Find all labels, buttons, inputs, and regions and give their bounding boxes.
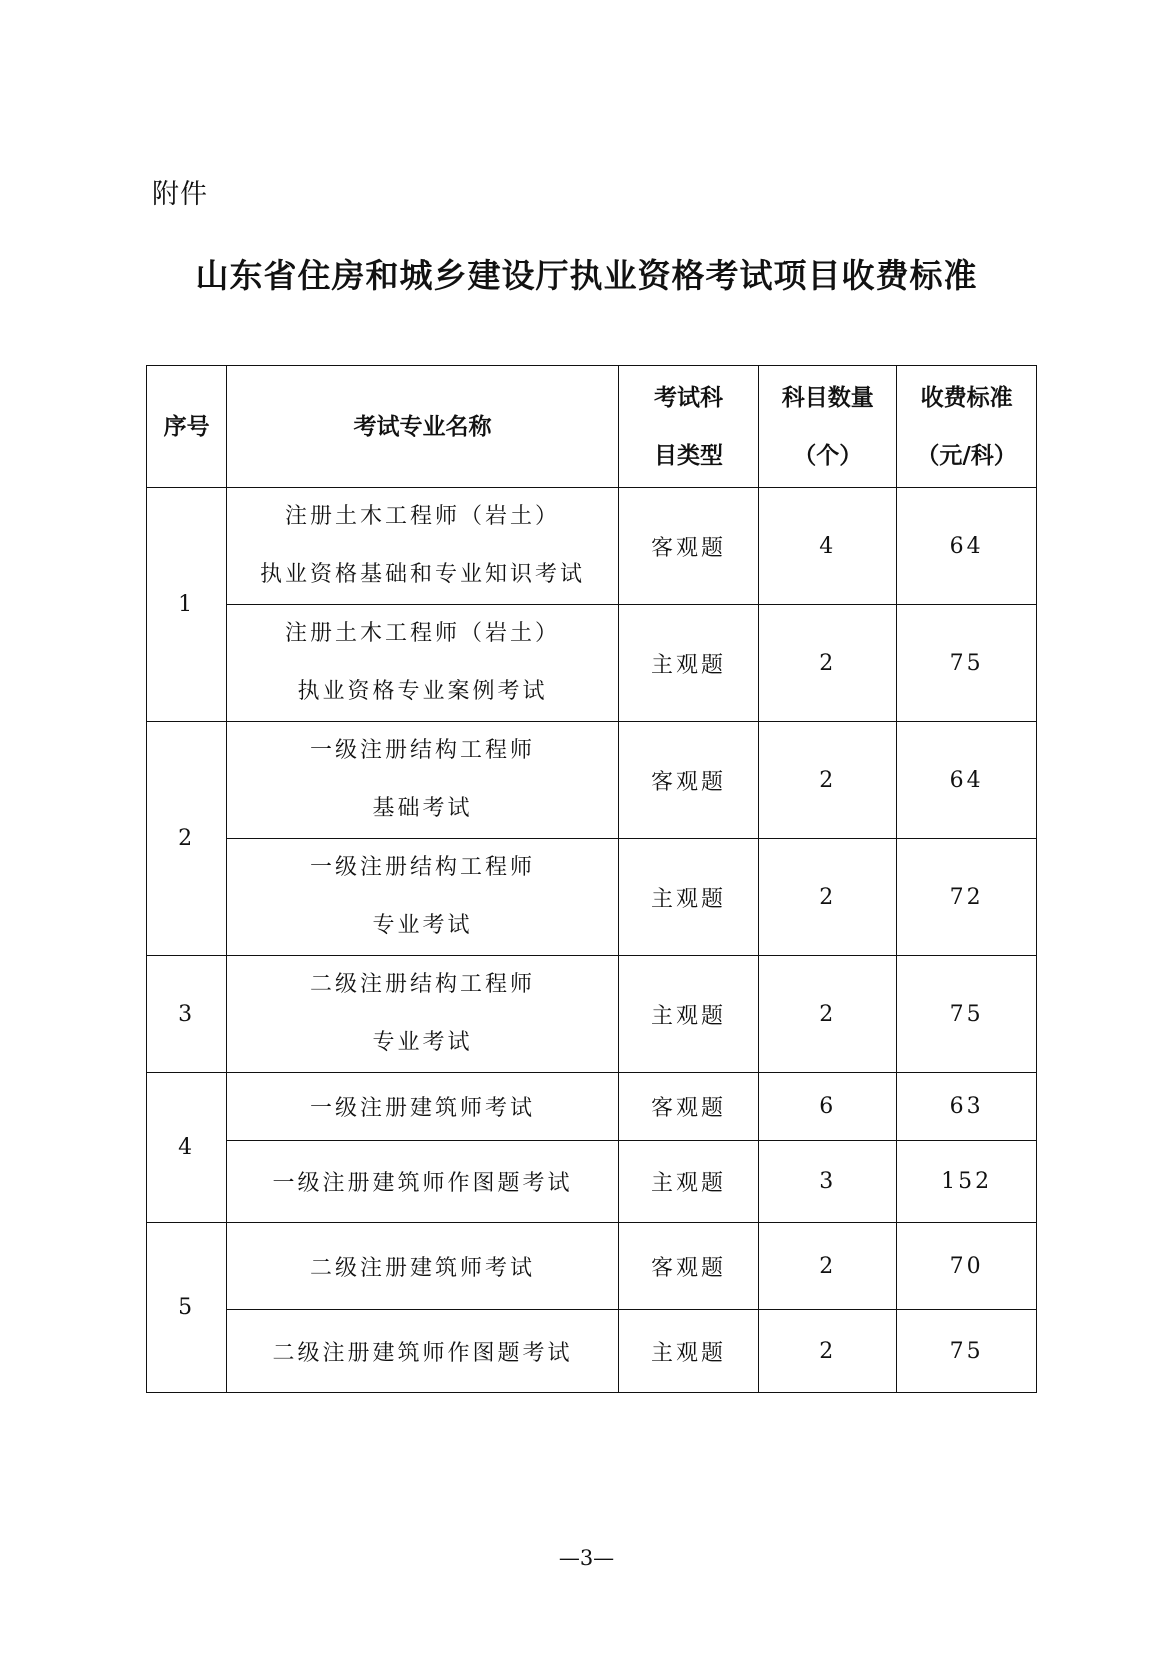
table-row bbox=[147, 956, 1037, 1073]
seq-cell: 4 bbox=[147, 1073, 227, 1223]
subject-count-cell: 2 bbox=[759, 956, 897, 1073]
table-row bbox=[147, 839, 1037, 956]
table-row bbox=[147, 1223, 1037, 1310]
fee-cell: 64 bbox=[897, 722, 1037, 839]
subject-type-cell: 客观题 bbox=[618, 1073, 759, 1141]
exam-name-line1: 二级注册结构工程师 bbox=[309, 972, 535, 997]
subject-type-cell: 客观题 bbox=[618, 722, 759, 839]
header-subject-type-line1: 考试科 bbox=[654, 384, 724, 411]
exam-name-line1: 注册土木工程师（岩土） bbox=[284, 504, 560, 529]
fee-cell: 64 bbox=[897, 488, 1037, 605]
subject-count-cell: 3 bbox=[759, 1141, 897, 1223]
header-subject-count-line2: （个） bbox=[793, 442, 863, 469]
exam-name-cell: 二级注册建筑师考试 bbox=[227, 1223, 618, 1310]
fee-cell: 70 bbox=[897, 1223, 1037, 1310]
table-row bbox=[147, 1141, 1037, 1223]
exam-name-line2: 执业资格基础和专业知识考试 bbox=[259, 562, 585, 587]
exam-name-cell: 一级注册建筑师考试 bbox=[227, 1073, 618, 1141]
exam-name-cell bbox=[227, 722, 618, 839]
exam-name-cell: 一级注册建筑师作图题考试 bbox=[227, 1141, 618, 1223]
header-subject-count-line1: 科目数量 bbox=[781, 384, 874, 411]
subject-type-cell: 客观题 bbox=[618, 1223, 759, 1310]
exam-name-line1: 一级注册结构工程师 bbox=[309, 855, 535, 880]
attachment-label: 附件 bbox=[152, 179, 208, 210]
table-row bbox=[147, 1310, 1037, 1393]
table-row bbox=[147, 1073, 1037, 1141]
subject-count-cell: 4 bbox=[759, 488, 897, 605]
seq-cell: 2 bbox=[147, 722, 227, 956]
header-subject-type-line2: 目类型 bbox=[654, 442, 724, 469]
table-row bbox=[147, 605, 1037, 722]
subject-type-cell: 主观题 bbox=[618, 839, 759, 956]
table-row bbox=[147, 488, 1037, 605]
fee-cell: 152 bbox=[897, 1141, 1037, 1223]
subject-count-cell: 2 bbox=[759, 1223, 897, 1310]
header-fee-standard-line1: 收费标准 bbox=[920, 384, 1013, 411]
exam-name-line1: 一级注册结构工程师 bbox=[309, 738, 535, 763]
header-seq: 序号 bbox=[147, 366, 227, 488]
fee-cell: 72 bbox=[897, 839, 1037, 956]
header-fee-standard bbox=[897, 366, 1037, 488]
seq-cell: 5 bbox=[147, 1223, 227, 1393]
document-title: 山东省住房和城乡建设厅执业资格考试项目收费标准 bbox=[195, 256, 978, 295]
fee-cell: 75 bbox=[897, 1310, 1037, 1393]
exam-name-line2: 基础考试 bbox=[372, 796, 473, 821]
header-exam-name: 考试专业名称 bbox=[227, 366, 618, 488]
exam-name-cell bbox=[227, 605, 618, 722]
seq-cell: 3 bbox=[147, 956, 227, 1073]
table-row bbox=[147, 722, 1037, 839]
fee-cell: 75 bbox=[897, 605, 1037, 722]
subject-count-cell: 2 bbox=[759, 605, 897, 722]
subject-count-cell: 6 bbox=[759, 1073, 897, 1141]
exam-name-cell bbox=[227, 488, 618, 605]
fee-cell: 75 bbox=[897, 956, 1037, 1073]
subject-type-cell: 主观题 bbox=[618, 1141, 759, 1223]
exam-name-cell bbox=[227, 839, 618, 956]
subject-count-cell: 2 bbox=[759, 839, 897, 956]
exam-name-line1: 注册土木工程师（岩土） bbox=[284, 621, 560, 646]
page-number: —3— bbox=[558, 1546, 615, 1570]
header-subject-type bbox=[618, 366, 759, 488]
exam-name-cell: 二级注册建筑师作图题考试 bbox=[227, 1310, 618, 1393]
exam-name-cell bbox=[227, 956, 618, 1073]
table-header-row bbox=[147, 366, 1037, 488]
fee-cell: 63 bbox=[897, 1073, 1037, 1141]
exam-name-line2: 执业资格专业案例考试 bbox=[297, 679, 548, 704]
subject-type-cell: 主观题 bbox=[618, 605, 759, 722]
fee-standard-table bbox=[146, 365, 1037, 1393]
header-fee-standard-line2: （元/科） bbox=[916, 442, 1017, 469]
subject-count-cell: 2 bbox=[759, 1310, 897, 1393]
subject-type-cell: 客观题 bbox=[618, 488, 759, 605]
subject-count-cell: 2 bbox=[759, 722, 897, 839]
header-subject-count bbox=[759, 366, 897, 488]
subject-type-cell: 主观题 bbox=[618, 956, 759, 1073]
exam-name-line2: 专业考试 bbox=[372, 1030, 473, 1055]
subject-type-cell: 主观题 bbox=[618, 1310, 759, 1393]
seq-cell: 1 bbox=[147, 488, 227, 722]
exam-name-line2: 专业考试 bbox=[372, 913, 473, 938]
